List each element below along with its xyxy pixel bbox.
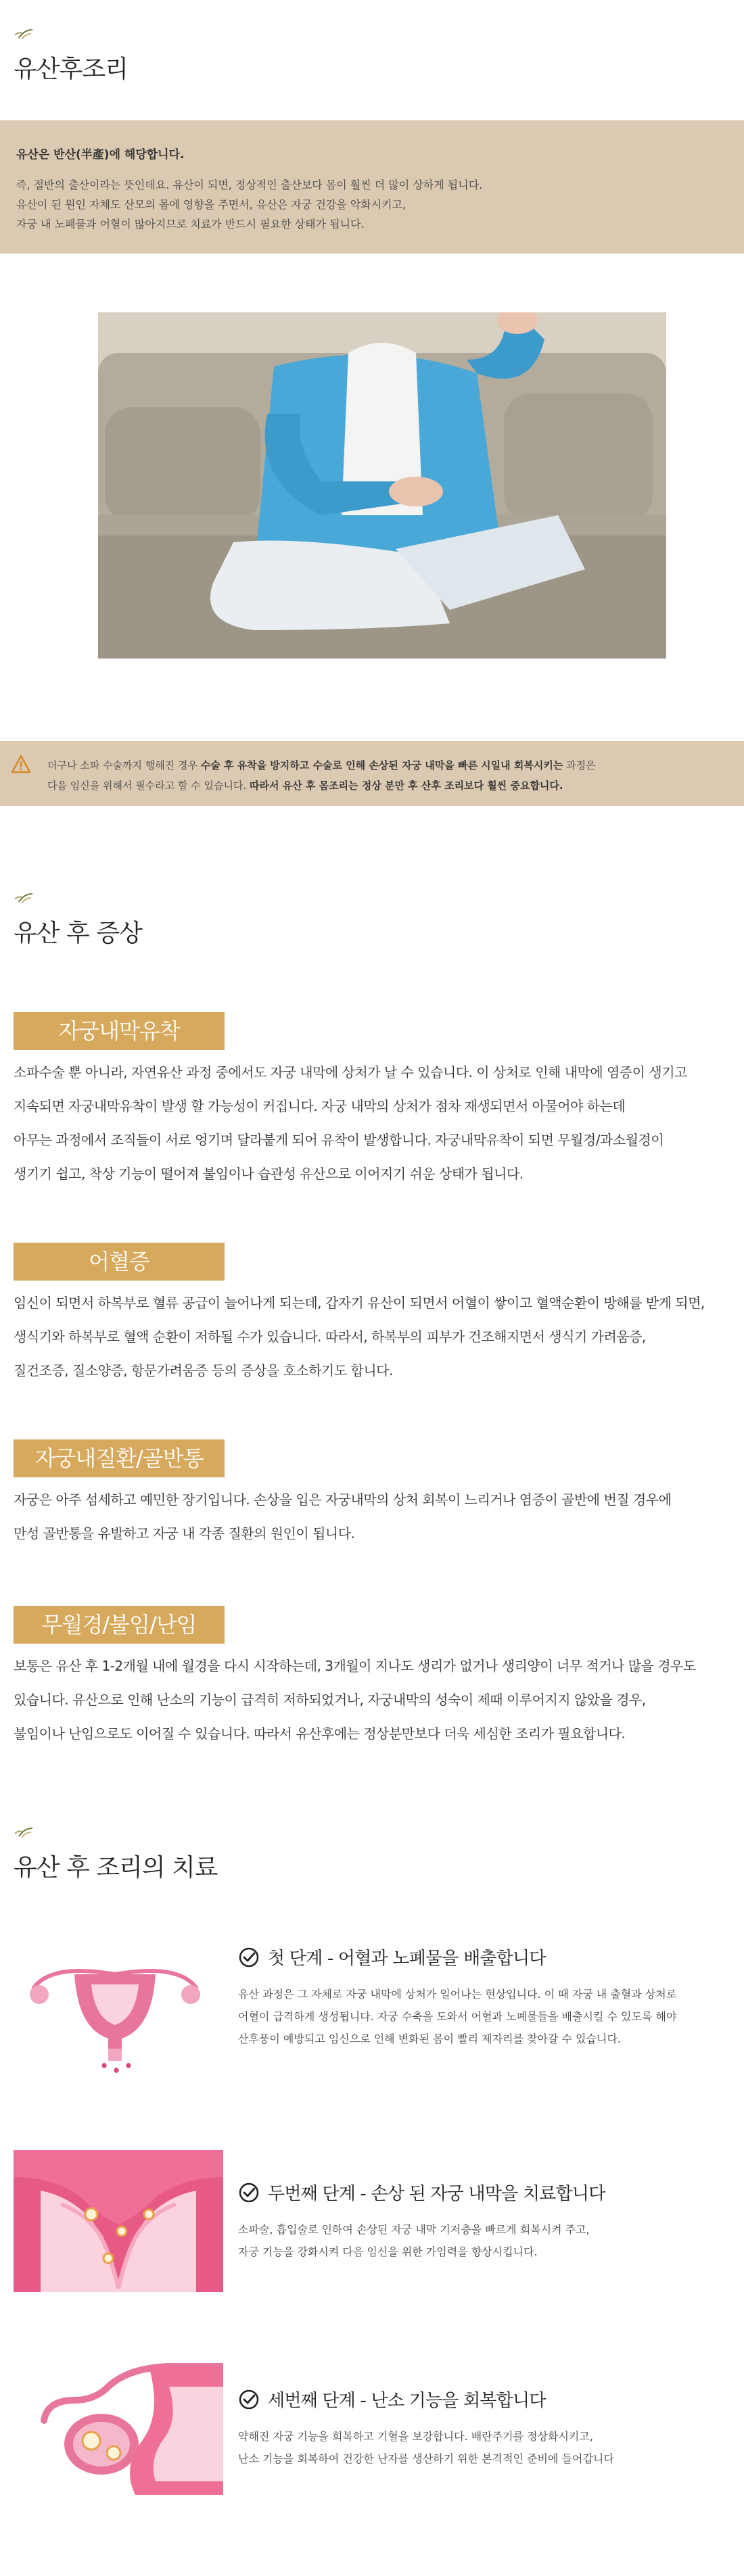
step-line: 약해진 자궁 기능을 회복하고 기혈을 보강합니다. 배란주기를 정상화시키고,	[238, 2430, 593, 2443]
symptom-block	[14, 1606, 696, 1750]
intro-line: 유산이 된 원인 자체도 산모의 몸에 영향을 주면서, 유산은 자궁 건강을 악화시키고,	[16, 198, 406, 211]
section1-title: 유산후조리	[14, 55, 128, 83]
step-line: 유산 과정은 그 자체로 자궁 내막에 상처가 일어나는 현상입니다. 이 때 자궁 내 출혈과 상처로	[238, 1988, 677, 2001]
symptom-line: 불임이나 난임으로도 이어질 수 있습니다. 따라서 유산후에는 정상분만보다 더욱 세심한 조리가 필요합니다.	[14, 1725, 626, 1742]
symptom-label: 어혈증	[14, 1243, 225, 1281]
uterus-drip-icon	[27, 1947, 203, 2082]
section3-header	[0, 1826, 218, 1883]
intro-line: 즉, 절반의 출산이라는 뜻인데요. 유산이 되면, 정상적인 출산보다 몸이 훨씬 더 많이 상하게 됩니다.	[16, 178, 483, 191]
check-circle-icon	[238, 2182, 260, 2203]
ovary-icon	[34, 2353, 223, 2495]
symptom-line: 보통은 유산 후 1-2개월 내에 월경을 다시 시작하는데, 3개월이 지나도 생리가 없거나 생리양이 너무 적거나 많을 경우도	[14, 1658, 696, 1674]
symptom-line: 아무는 과정에서 조직들이 서로 엉기며 달라붙게 되어 유착이 발생합니다. 자궁내막유착이 되면 무월경/과소월경이	[14, 1132, 664, 1148]
step-title	[238, 1945, 676, 1970]
section2-header	[0, 891, 142, 949]
symptom-body	[14, 1055, 687, 1191]
symptom-line: 생식기와 하복부로 혈액 순환이 저하될 수가 있습니다. 따라서, 하복부의 피부가 건조해지면서 생식기 가려움증,	[14, 1329, 646, 1345]
symptom-body	[14, 1483, 671, 1550]
symptom-body	[14, 1649, 696, 1750]
symptom-block	[14, 1243, 705, 1387]
section2-title: 유산 후 증상	[14, 920, 142, 947]
warning-text: 다음 임신을 위해서 필수라고 할 수 있습니다.	[47, 780, 250, 792]
symptom-label: 자궁내막유착	[14, 1012, 225, 1050]
symptom-line: 생기기 쉽고, 착상 기능이 떨어져 불임이나 습관성 유산으로 이어지기 쉬운 상태가 됩니다.	[14, 1166, 524, 1182]
treatment-step	[0, 2353, 744, 2502]
step-line: 난소 기능을 회복하여 건강한 난자를 생산하기 위한 본격적인 준비에 들어갑니다	[238, 2452, 614, 2465]
symptom-line: 임신이 되면서 하복부로 혈류 공급이 늘어나게 되는데, 갑자기 유산이 되면서 어혈이 쌓이고 혈액순환이 방해를 받게 되면,	[14, 1295, 705, 1311]
step-title-text: 세번째 단계 - 난소 기능을 회복합니다	[268, 2391, 546, 2411]
leaf-icon	[14, 27, 34, 41]
intro-box	[0, 120, 744, 254]
step-desc	[238, 2218, 605, 2263]
symptom-line: 자궁은 아주 섬세하고 예민한 장기입니다. 손상을 입은 자궁내막의 상처 회복이 느리거나 염증이 골반에 번질 경우에	[14, 1492, 672, 1508]
symptom-block	[14, 1012, 687, 1191]
warning-bold: 수술 후 유착을 방지하고 수술로 인해 손상된 자궁 내막을 빠른 시일내 회복시키는	[200, 759, 563, 771]
treatment-step	[0, 1940, 744, 2089]
step-desc	[238, 1983, 676, 2050]
intro-lead: 유산은 반산(半產)에 해당합니다.	[16, 148, 185, 162]
step-line: 산후풍이 예방되고 임신으로 인해 변화된 몸이 빨리 제자리를 찾아갈 수 있습니다.	[238, 2032, 621, 2045]
warning-line-2	[47, 776, 744, 796]
leaf-icon	[14, 891, 34, 905]
step-line: 어혈이 급격하게 생성됩니다. 자궁 수축을 도와서 어혈과 노폐물들을 배출시킬 수 있도록 해야	[238, 2010, 677, 2023]
step-line: 소파술, 흡입술로 인하여 손상된 자궁 내막 기저층을 빠르게 회복시켜 주고,	[238, 2223, 590, 2236]
symptom-line: 소파수술 뿐 아니라, 자연유산 과정 중에서도 자궁 내막에 상처가 날 수 있습니다. 이 상처로 인해 내막에 염증이 생기고	[14, 1064, 687, 1080]
symptom-line: 질건조증, 질소양증, 항문가려움증 등의 증상을 호소하기도 합니다.	[14, 1362, 393, 1379]
uterus-lining-icon	[14, 2150, 223, 2292]
symptom-line: 있습니다. 유산으로 인해 난소의 기능이 급격히 저하되었거나, 자궁내막의 성숙이 제때 이루어지지 않았을 경우,	[14, 1692, 646, 1708]
symptom-line: 지속되면 자궁내막유착이 발생 할 가능성이 커집니다. 자궁 내막의 상처가 점차 재생되면서 아물어야 하는데	[14, 1098, 626, 1114]
symptom-block	[14, 1439, 671, 1550]
warning-line-1	[47, 755, 744, 776]
step-title-text: 두번째 단계 - 손상 된 자궁 내막을 치료합니다	[268, 2184, 605, 2204]
warning-bold: 따라서 유산 후 몸조리는 정상 분만 후 산후 조리보다 훨씬 중요합니다.	[249, 780, 563, 792]
intro-line: 자궁 내 노폐물과 어혈이 많아지므로 치료가 반드시 필요한 상태가 됩니다.	[16, 218, 365, 231]
section3-title: 유산 후 조리의 치료	[14, 1854, 218, 1882]
sofa-woman-photo	[98, 312, 666, 659]
symptom-label: 자궁내질환/골반통	[14, 1439, 225, 1477]
symptom-line: 만성 골반통을 유발하고 자궁 내 각종 질환의 원인이 됩니다.	[14, 1525, 355, 1542]
step-title-text: 첫 단계 - 어혈과 노폐물을 배출합니다	[268, 1949, 546, 1969]
warning-text: 과정은	[563, 759, 596, 771]
warning-icon	[11, 755, 31, 773]
symptom-label: 무월경/불임/난임	[14, 1606, 225, 1644]
check-circle-icon	[238, 1947, 260, 1968]
treatment-step	[0, 2150, 744, 2299]
step-title	[238, 2180, 605, 2205]
leaf-icon	[14, 1826, 34, 1839]
step-title	[238, 2387, 614, 2412]
section1-header	[0, 27, 128, 85]
symptom-body	[14, 1286, 705, 1387]
warning-box	[0, 741, 744, 806]
step-line: 자궁 기능을 강화시켜 다음 임신을 위한 가임력을 향상시킵니다.	[238, 2245, 538, 2258]
warning-text: 더구나 소파 수술까지 행해진 경우	[47, 759, 201, 771]
step-desc	[238, 2425, 614, 2470]
check-circle-icon	[238, 2389, 260, 2410]
